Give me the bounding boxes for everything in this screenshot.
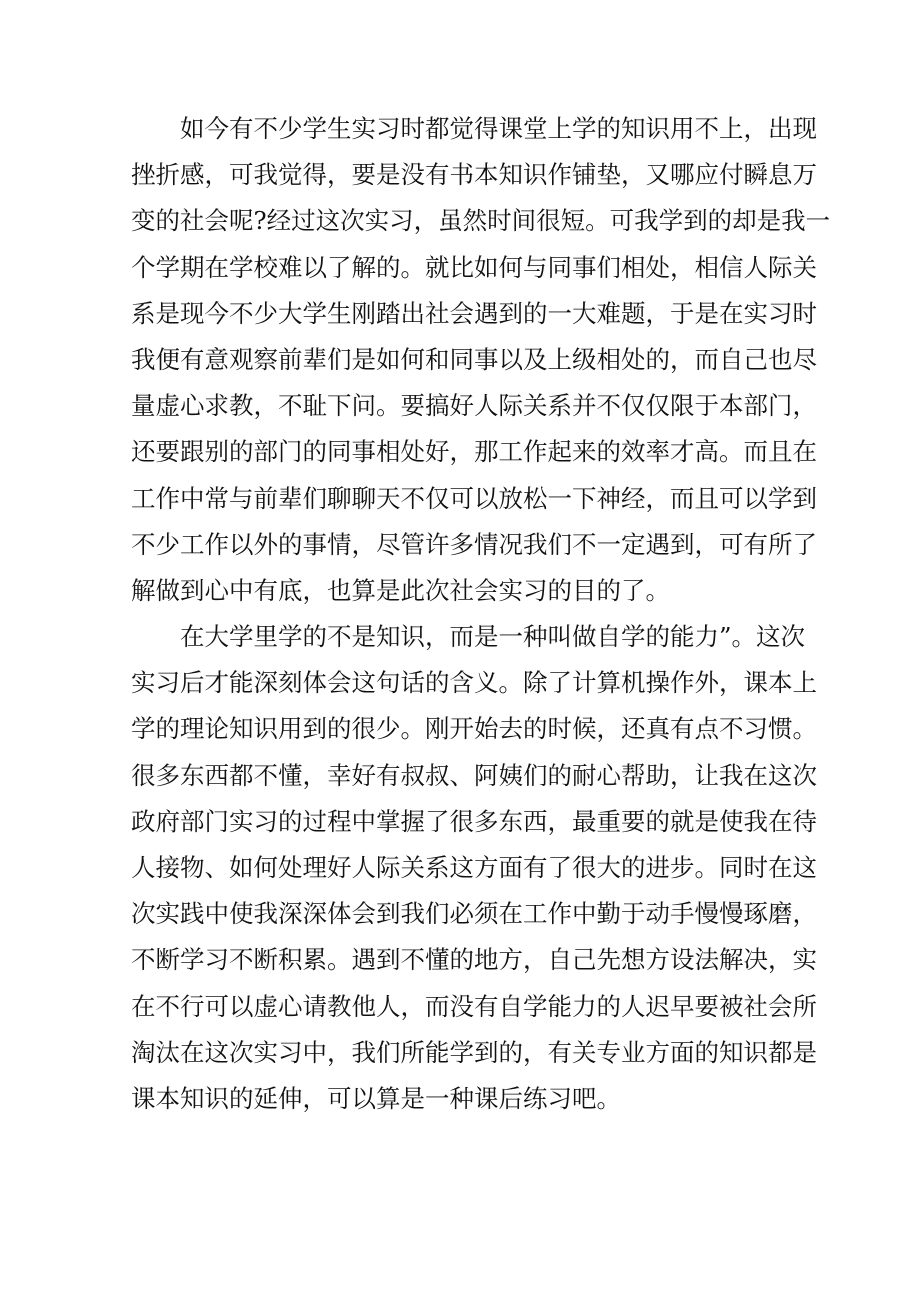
text-line: 很多东西都不懂，幸好有叔叔、阿姨们的耐心帮助，让我在这次 [131,760,817,790]
text-line: 在不行可以虚心请教他人，而没有自学能力的人迟早要被社会所 [131,991,817,1021]
text-line: 工作中常与前辈们聊聊天不仅可以放松一下神经，而且可以学到 [131,483,817,513]
text-line: 还要跟别的部门的同事相处好，那工作起来的效率才高。而且在 [131,437,817,467]
text-line: 量虚心求教，不耻下问。要搞好人际关系并不仅仅限于本部门， [131,391,817,421]
text-line: 我便有意观察前辈们是如何和同事以及上级相处的，而自己也尽 [131,344,817,374]
text-line: 挫折感，可我觉得，要是没有书本知识作铺垫，又哪应付瞬息万 [131,160,817,190]
text-line: 不少工作以外的事情，尽管许多情况我们不一定遇到，可有所了 [131,529,817,559]
text-line: 次实践中使我深深体会到我们必须在工作中勤于动手慢慢琢磨， [131,899,817,929]
text-line: 系是现今不少大学生刚踏出社会遇到的一大难题，于是在实习时 [131,298,817,328]
text-line: 解做到心中有底，也算是此次社会实习的目的了。 [131,575,670,605]
paragraph-1 [131,106,831,614]
document-body [131,106,831,1122]
text-line: 政府部门实习的过程中掌握了很多东西，最重要的就是使我在待 [131,806,817,836]
text-line: 个学期在学校难以了解的。就比如何与同事们相处，相信人际关 [131,252,817,282]
text-line: 如今有不少学生实习时都觉得课堂上学的知识用不上，出现 [180,114,817,143]
text-line: 实习后才能深刻体会这句话的含义。除了计算机操作外，课本上 [131,668,817,698]
text-line: 学的理论知识用到的很少。刚开始去的时候，还真有点不习惯。 [131,714,817,744]
text-line: 淘汰在这次实习中，我们所能学到的，有关专业方面的知识都是 [131,1037,817,1067]
text-line: 不断学习不断积累。遇到不懂的地方，自己先想方设法解决，实 [131,945,817,975]
text-line: 人接物、如何处理好人际关系这方面有了很大的进步。同时在这 [131,853,817,882]
text-line: 变的社会呢?经过这次实习，虽然时间很短。可我学到的却是我一 [131,206,831,236]
text-line: 课本知识的延伸，可以算是一种课后练习吧。 [131,1083,621,1113]
paragraph-2 [131,614,817,1122]
text-line: 在大学里学的不是知识，而是一种叫做自学的能力”。这次 [180,622,806,652]
